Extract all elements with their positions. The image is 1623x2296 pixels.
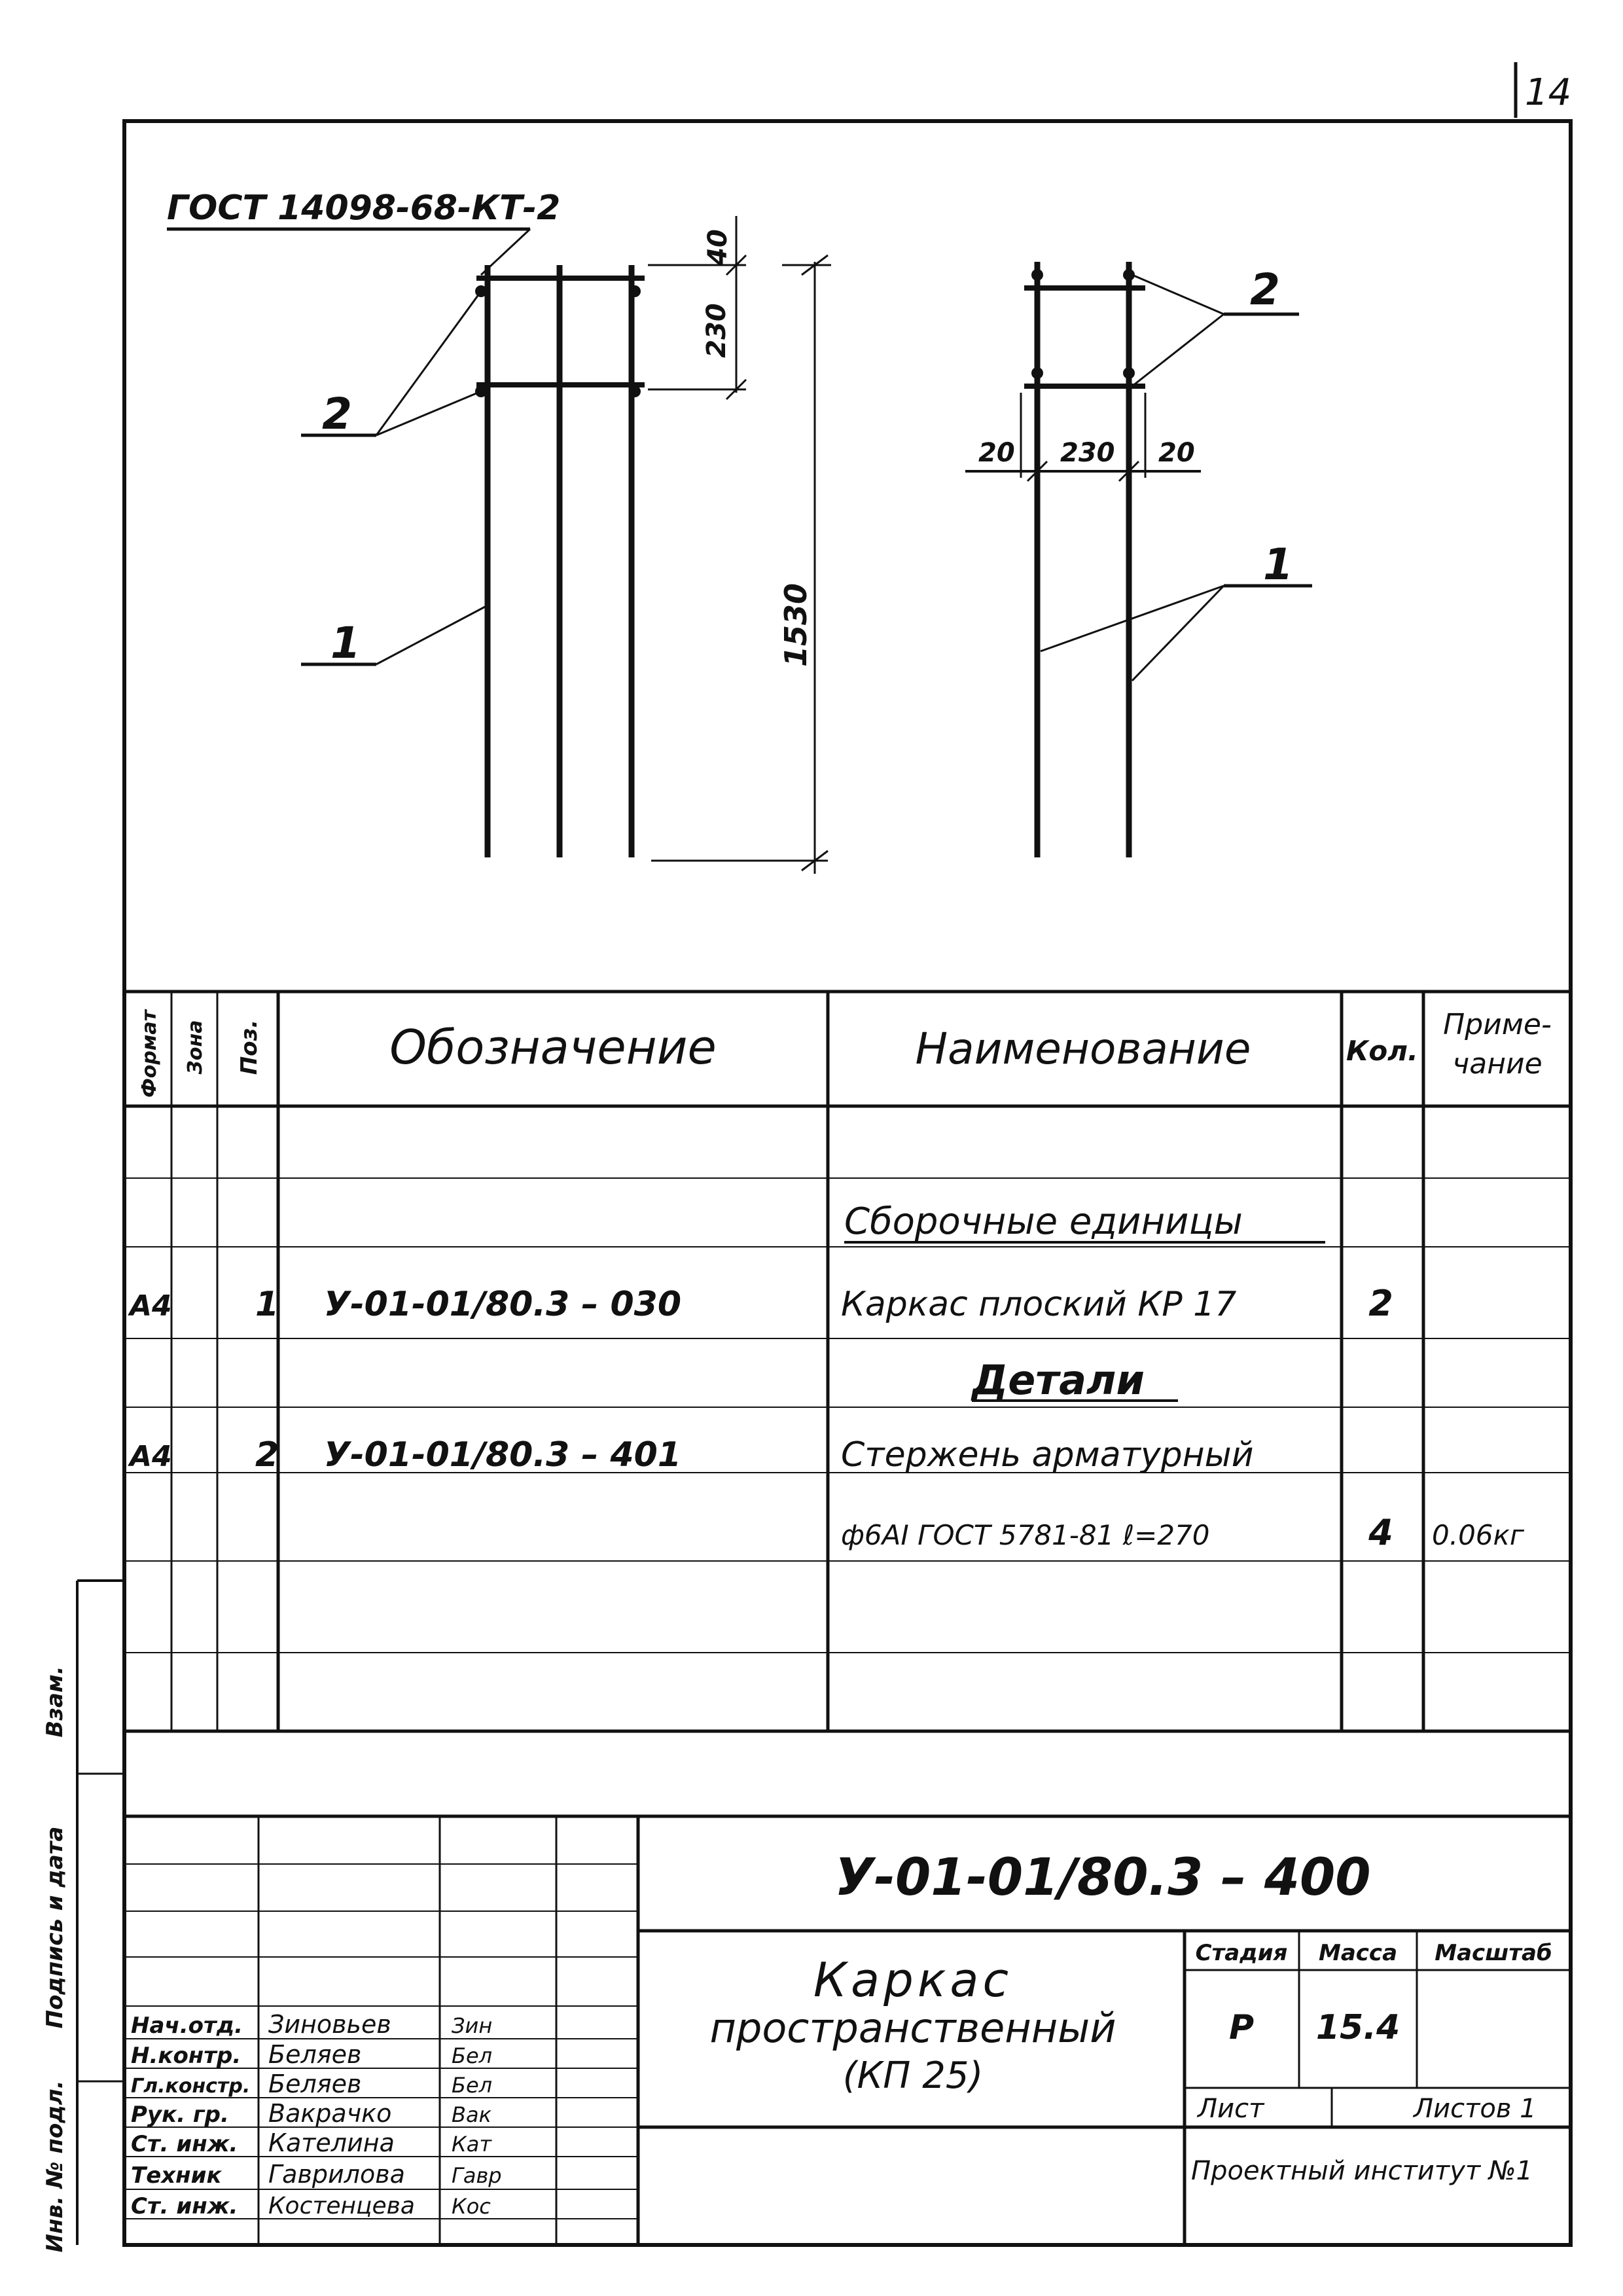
role-5: Ст. инж. bbox=[131, 2131, 238, 2157]
dim-20-left: 20 bbox=[978, 438, 1015, 468]
signature-4: Вак bbox=[452, 2102, 491, 2127]
row2-name: Стержень арматурный bbox=[841, 1435, 1254, 1475]
drawing-area bbox=[167, 188, 1312, 874]
row1-name: Каркас плоский КР 17 bbox=[841, 1285, 1237, 1324]
dim-40: 40 bbox=[703, 229, 733, 266]
section-assembly: Сборочные единицы bbox=[844, 1200, 1243, 1243]
signature-5: Кат bbox=[452, 2132, 491, 2157]
organization: Проектный институт №1 bbox=[1191, 2156, 1533, 2186]
signature-6: Гавр bbox=[452, 2163, 502, 2188]
callout-left-2: 2 bbox=[322, 389, 352, 439]
side-stamp bbox=[42, 1581, 124, 2253]
dim-20-right: 20 bbox=[1158, 438, 1195, 468]
row1-qty: 2 bbox=[1368, 1283, 1393, 1324]
dim-1530: 1530 bbox=[778, 583, 813, 668]
header-name: Наименование bbox=[915, 1024, 1251, 1074]
stage-label: Стадия bbox=[1195, 1940, 1288, 1966]
sheets-label: Листов 1 bbox=[1414, 2094, 1537, 2124]
mass-value: 15.4 bbox=[1315, 2008, 1400, 2047]
row2-designation: У-01-01/80.3 – 401 bbox=[324, 1435, 682, 1475]
signature-1: Зин bbox=[452, 2013, 493, 2038]
stage-value: Р bbox=[1228, 2008, 1255, 2047]
weld-dot bbox=[629, 386, 641, 397]
name-1: Зиновьев bbox=[268, 2010, 391, 2039]
specification-table bbox=[124, 992, 1571, 1731]
callout-right-2: 2 bbox=[1250, 264, 1280, 315]
scale-label: Масштаб bbox=[1435, 1940, 1552, 1966]
header-format: Формат bbox=[138, 1010, 161, 1098]
name-3: Беляев bbox=[268, 2070, 362, 2098]
role-3: Гл.констр. bbox=[131, 2075, 251, 2098]
row2-format: А4 bbox=[130, 1440, 172, 1473]
row1-format: А4 bbox=[130, 1289, 172, 1323]
role-6: Техник bbox=[131, 2162, 222, 2189]
name-6: Гаврилова bbox=[268, 2160, 405, 2189]
name-7: Костенцева bbox=[268, 2193, 415, 2219]
name-5: Кателина bbox=[268, 2128, 395, 2157]
doc-code: У-01-01/80.3 – 400 bbox=[834, 1848, 1371, 1907]
name-4: Вакрачко bbox=[268, 2099, 392, 2128]
weld-dot bbox=[629, 285, 641, 297]
row3-name: ф6АI ГОСТ 5781-81 ℓ=270 bbox=[841, 1519, 1210, 1551]
header-qty: Кол. bbox=[1346, 1035, 1418, 1067]
mass-label: Масса bbox=[1318, 1940, 1398, 1966]
role-4: Рук. гр. bbox=[131, 2102, 229, 2128]
row1-pos: 1 bbox=[255, 1285, 279, 1324]
sheet-frame bbox=[124, 121, 1571, 2245]
page-number: 14 bbox=[1525, 71, 1572, 114]
replace-label: Взам. bbox=[42, 1666, 68, 1738]
row1-designation: У-01-01/80.3 – 030 bbox=[324, 1285, 682, 1324]
header-note: Приме- bbox=[1443, 1008, 1552, 1041]
inv-label: Инв. № подл. bbox=[42, 2080, 68, 2253]
role-7: Ст. инж. bbox=[131, 2193, 238, 2219]
sheet-label: Лист bbox=[1198, 2094, 1264, 2124]
role-1: Нач.отд. bbox=[131, 2013, 243, 2039]
row2-pos: 2 bbox=[255, 1435, 279, 1475]
header-pos: Поз. bbox=[236, 1019, 262, 1075]
gost-label: ГОСТ 14098-68-КТ-2 bbox=[167, 188, 561, 228]
title-line1: Каркас bbox=[813, 1952, 1013, 2007]
signature-3: Бел bbox=[452, 2073, 493, 2098]
dim-230-horizontal: 230 bbox=[1060, 438, 1115, 468]
title-line3: (КП 25) bbox=[842, 2054, 984, 2097]
callout-right-1: 1 bbox=[1263, 539, 1293, 590]
signature-2: Бел bbox=[452, 2043, 493, 2068]
dim-230-vertical: 230 bbox=[702, 303, 732, 358]
name-2: Беляев bbox=[268, 2040, 362, 2069]
header-designation: Обозначение bbox=[389, 1020, 717, 1075]
role-2: Н.контр. bbox=[131, 2043, 241, 2069]
signature-7: Кос bbox=[452, 2194, 491, 2219]
title-line2: пространственный bbox=[709, 2004, 1116, 2052]
row3-note: 0.06кг bbox=[1432, 1519, 1524, 1551]
title-block bbox=[124, 1816, 1571, 2245]
header-note-line2: чание bbox=[1452, 1047, 1543, 1081]
row3-qty: 4 bbox=[1368, 1512, 1393, 1553]
header-zone: Зона bbox=[184, 1020, 207, 1075]
callout-left-1: 1 bbox=[330, 618, 361, 668]
section-details: Детали bbox=[972, 1356, 1145, 1404]
sign-date-label: Подпись и дата bbox=[42, 1826, 68, 2029]
